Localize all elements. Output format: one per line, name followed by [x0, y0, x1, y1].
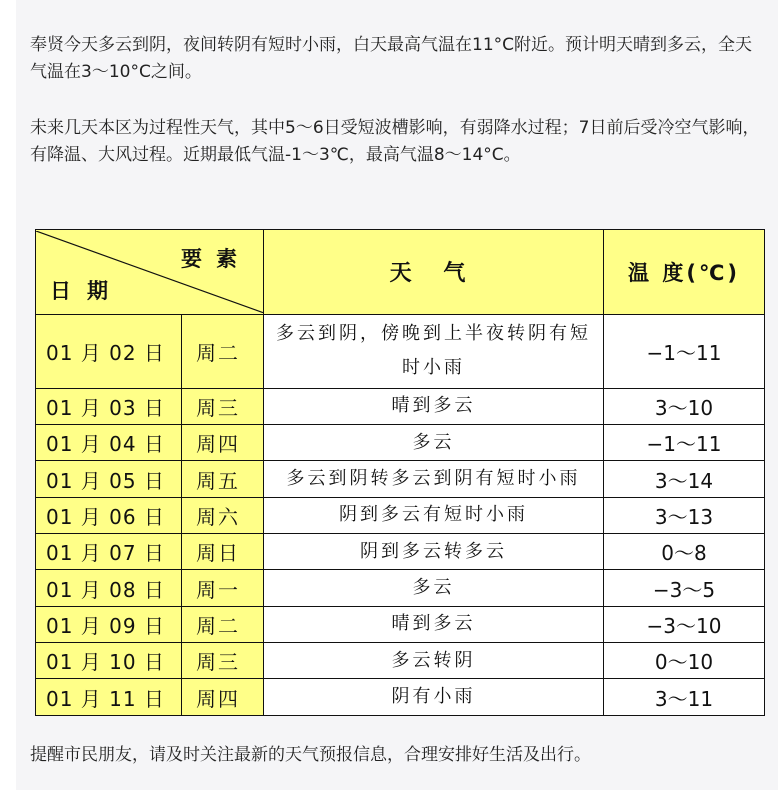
row-date: 01 月 04 日: [36, 424, 182, 460]
weather-forecast-table: [35, 229, 765, 716]
header-date-label: 日期: [50, 278, 124, 303]
row-date: 01 月 08 日: [36, 570, 182, 606]
row-temperature: −1～11: [604, 314, 765, 388]
row-weather: 多云转阴: [264, 643, 604, 679]
row-weekday: 周三: [182, 643, 264, 679]
header-weather: 天 气: [264, 230, 604, 315]
table-row: [36, 424, 765, 460]
forecast-summary-paragraph: 奉贤今天多云到阴，夜间转阴有短时小雨，白天最高气温在11°C附近。预计明天晴到多云，全天气温在3～10°C之间。: [30, 35, 753, 82]
row-weekday: 周四: [182, 679, 264, 716]
row-date: 01 月 02 日: [36, 314, 182, 388]
table-row: [36, 388, 765, 424]
table-row: [36, 534, 765, 570]
row-weather: 多云到阴转多云到阴有短时小雨: [264, 461, 604, 497]
row-weekday: 周一: [182, 570, 264, 606]
outlook-paragraph: 未来几天本区为过程性天气，其中5～6日受短波槽影响，有弱降水过程；7日前后受冷空气影响，有降温、大风过程。近期最低气温-1～3℃，最高气温8～14°C。: [30, 118, 760, 165]
row-date: 01 月 06 日: [36, 497, 182, 533]
row-temperature: 3～10: [604, 388, 765, 424]
table-row: [36, 314, 765, 388]
header-element-label: 要素: [181, 246, 251, 271]
row-date: 01 月 03 日: [36, 388, 182, 424]
row-date: 01 月 11 日: [36, 679, 182, 716]
row-temperature: −1～11: [604, 424, 765, 460]
row-date: 01 月 09 日: [36, 606, 182, 642]
row-weather: 阴到多云有短时小雨: [264, 497, 604, 533]
row-temperature: 0～10: [604, 643, 765, 679]
row-weekday: 周二: [182, 606, 264, 642]
row-temperature: −3～10: [604, 606, 765, 642]
row-date: 01 月 07 日: [36, 534, 182, 570]
row-weekday: 周二: [182, 314, 264, 388]
table-row: [36, 606, 765, 642]
table-row: [36, 461, 765, 497]
reminder-paragraph: 提醒市民朋友，请及时关注最新的天气预报信息，合理安排好生活及出行。: [30, 745, 591, 765]
row-weather: 多云到阴，傍晚到上半夜转阴有短时小雨: [264, 314, 604, 388]
row-weekday: 周三: [182, 388, 264, 424]
row-temperature: 3～14: [604, 461, 765, 497]
row-temperature: 3～11: [604, 679, 765, 716]
row-date: 01 月 05 日: [36, 461, 182, 497]
row-weekday: 周四: [182, 424, 264, 460]
table-row: [36, 679, 765, 716]
table-row: [36, 570, 765, 606]
row-weather: 多云: [264, 570, 604, 606]
table-row: [36, 497, 765, 533]
table-header-row: [36, 230, 765, 315]
row-temperature: 3～13: [604, 497, 765, 533]
row-temperature: −3～5: [604, 570, 765, 606]
header-diagonal-cell: [36, 230, 264, 315]
row-weekday: 周五: [182, 461, 264, 497]
header-temperature: 温 度(℃): [604, 230, 765, 315]
row-weather: 多云: [264, 424, 604, 460]
article-body: [16, 0, 778, 790]
table-row: [36, 643, 765, 679]
row-weekday: 周六: [182, 497, 264, 533]
row-weather: 晴到多云: [264, 606, 604, 642]
row-weather: 阴到多云转多云: [264, 534, 604, 570]
row-date: 01 月 10 日: [36, 643, 182, 679]
row-weather: 晴到多云: [264, 388, 604, 424]
row-weather: 阴有小雨: [264, 679, 604, 716]
row-weekday: 周日: [182, 534, 264, 570]
row-temperature: 0～8: [604, 534, 765, 570]
